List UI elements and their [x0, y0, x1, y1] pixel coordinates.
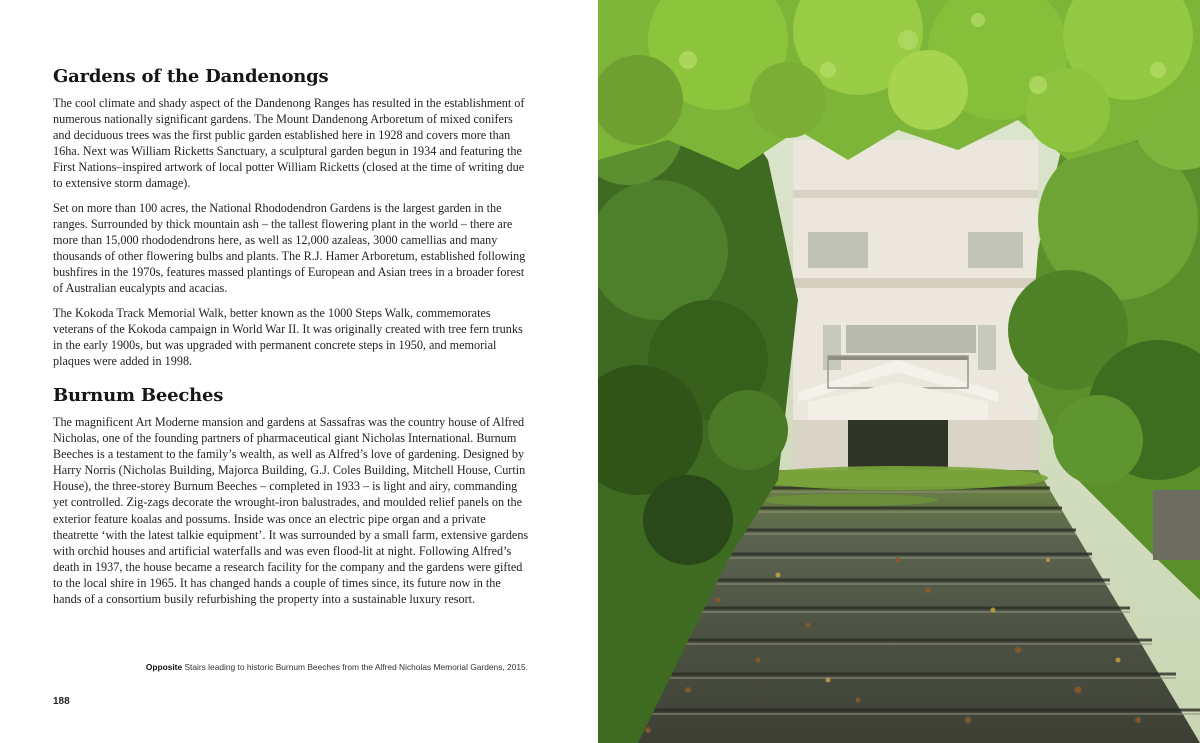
mansion-building — [793, 140, 1038, 470]
caption-label: Opposite — [145, 662, 183, 672]
stone-stairs-to-mansion-photo — [598, 0, 1200, 743]
section-heading-gardens: Gardens of the Dandenongs — [53, 66, 329, 87]
paragraph: The magnificent Art Moderne mansion and gardens at Sassafras was the country house of Alfred Nicholas, one of the founding partners of pharmaceutical giant Nicholas International. Burnum Beeches is a testament to the family’s wealth, as well as Alfred’s love of gardening. Designed by Harry Norris (Nicholas Building, Majorca Building, G.J. Coles Building, Mitchell House, Curtin House), the three-storey Burnum Beeches – completed in 1933 – is light and airy, commanding yet controlled. Zig-zags decorate the wrought-iron balustrades, and moulded relief panels on the exterior feature koalas and possums. Inside was once an electric pipe organ and a private theatrette ‘with the latest talkie equipment’. It was surrounded by a small farm, extensive gardens with orchid houses and artificial waterfalls and was even flood-lit at night. Following Alfred’s death in 1937, the house became a research facility for the company and the gardens were gifted to the local shire in 1965. It has changed hands a couple of times since, its future now in the hands of a consortium busily refurbishing the property into a sustainable luxury resort. — [53, 415, 529, 607]
page-number: 188 — [53, 696, 70, 707]
paragraph: The cool climate and shady aspect of the Dandenong Ranges has resulted in the establishment of numerous nationally significant gardens. The Mount Dandenong Arboretum of mixed conifers and deciduous trees was the first public garden established here in 1928 and covers more than 16ha. Next was William Ricketts Sanctuary, a sculptural garden begun in 1934 and featuring the First Nations–inspired artwork of local potter William Ricketts (closed at the time of writing due to extensive storm damage). — [53, 96, 525, 191]
section-heading-burnum-beeches: Burnum Beeches — [53, 385, 224, 406]
paragraph: The Kokoda Track Memorial Walk, better known as the 1000 Steps Walk, commemorates veterans of the Kokoda campaign in World War II. It was originally created with tree fern trunks in the early 1900s, but was upgraded with permanent concrete steps in 1950, and memorial plaques were added in 1998. — [53, 306, 523, 369]
text-page — [0, 0, 598, 743]
photo-caption — [88, 662, 528, 672]
paragraph: Set on more than 100 acres, the National Rhododendron Gardens is the largest garden in the ranges. Surrounded by thick mountain ash – the tallest flowering plant in the world – there are more than 15,000 rhododendrons here, as well as 12,000 azaleas, 3000 camellias and many thousands of other flowering bulbs and plants. The R.J. Hamer Arboretum, established following bushfires in the 1970s, features massed plantings of European and Asian trees in a broader forest of Australian eucalypts and acacias. — [53, 201, 526, 296]
caption-text: Stairs leading to historic Burnum Beeches from the Alfred Nicholas Memorial Gardens, 2015. — [182, 662, 528, 672]
